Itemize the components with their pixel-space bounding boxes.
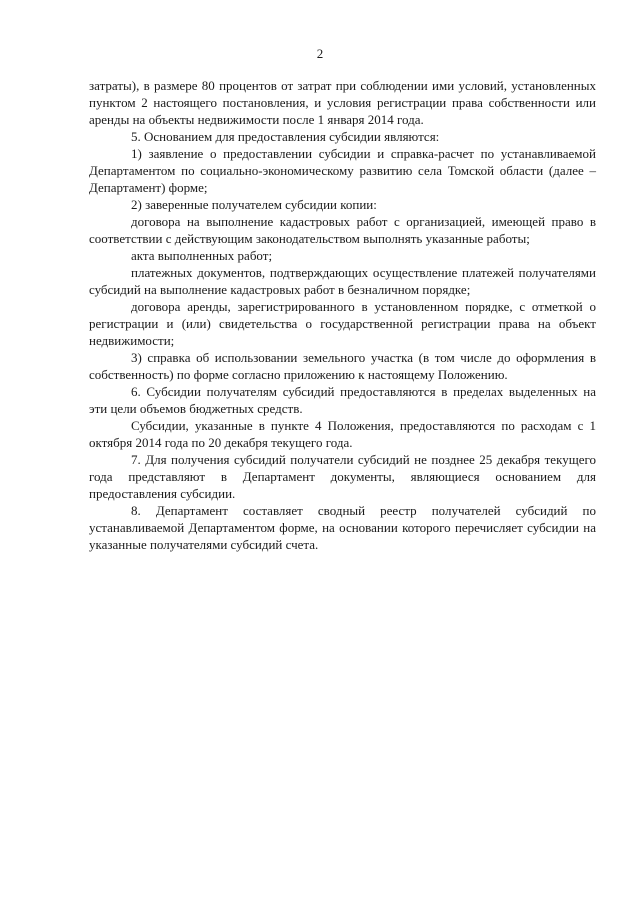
- paragraph-copy-act: акта выполненных работ;: [131, 248, 273, 263]
- paragraph-copy-contract: договора на выполнение кадастровых работ с организацией, имеющей право в соответствии с действующим законодательством выполнять указанные работы;: [89, 214, 596, 246]
- paragraph-5-heading: 5. Основанием для предоставления субсидии являются:: [131, 129, 440, 144]
- paragraph-5-item-1: 1) заявление о предоставлении субсидии и справка-расчет по устанавливаемой Департаментом по социально-экономическому развитию села Томской области (далее – Департамент) форме;: [89, 146, 596, 195]
- paragraph-copy-payments: платежных документов, подтверждающих осуществление платежей получателями субсидий на выполнение кадастровых работ в безналичном порядке;: [89, 265, 596, 297]
- page-number: 2: [316, 46, 324, 61]
- paragraph-copy-lease: договора аренды, зарегистрированного в установленном порядке, с отметкой о регистрации и (или) свидетельства о государственной регистрации права на объект недвижимости;: [89, 299, 596, 348]
- paragraph-continuation: затраты), в размере 80 процентов от затрат при соблюдении ими условий, установленных пунктом 2 настоящего постановления, и условия регистрации права собственности или аренды на объекты недвижимости после 1 января 2014 года.: [89, 78, 596, 127]
- paragraph-5-item-2: 2) заверенные получателем субсидии копии:: [131, 197, 377, 212]
- paragraph-6-period: Субсидии, указанные в пункте 4 Положения, предоставляются по расходам с 1 октября 2014 года по 20 декабря текущего года.: [89, 418, 596, 450]
- document-body: [89, 77, 596, 553]
- paragraph-7: 7. Для получения субсидий получатели субсидий не позднее 25 декабря текущего года представляют в Департамент документы, являющиеся основанием для предоставления субсидии.: [89, 452, 596, 501]
- paragraph-6: 6. Субсидии получателям субсидий предоставляются в пределах выделенных на эти цели объемов бюджетных средств.: [89, 384, 596, 416]
- paragraph-5-item-3: 3) справка об использовании земельного участка (в том числе до оформления в собственность) по форме согласно приложению к настоящему Положению.: [89, 350, 596, 382]
- paragraph-8: 8. Департамент составляет сводный реестр получателей субсидий по устанавливаемой Департаментом форме, на основании которого перечисляет субсидии на указанные получателями субсидий счета.: [89, 503, 596, 552]
